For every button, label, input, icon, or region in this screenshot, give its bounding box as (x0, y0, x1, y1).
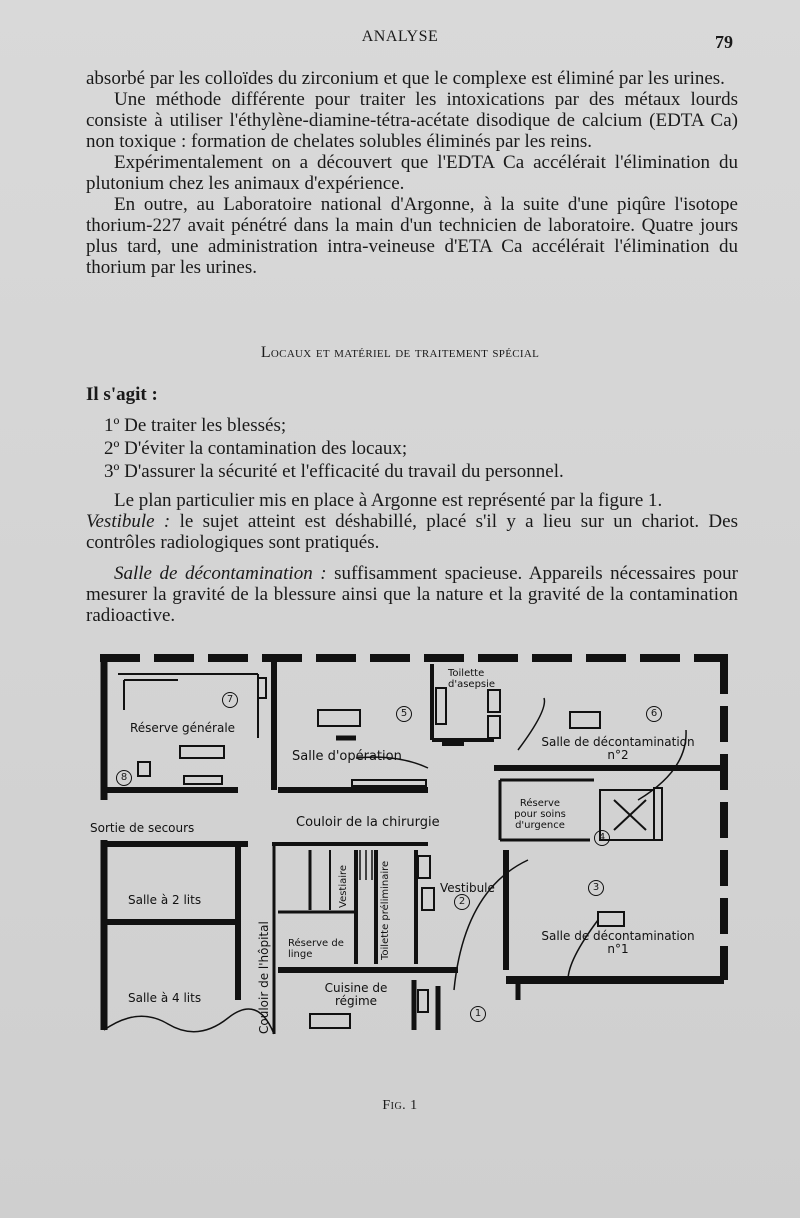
definition: suffisamment spacieuse. Appareils nécessaires pour mesurer la gravité de la blessure ainsi que la nature et la gravité de la contamination radioactive. (86, 563, 738, 626)
label-toilette-preliminaire: Toilette préliminaire (380, 860, 391, 960)
marker-1: 1 (470, 1006, 486, 1022)
label-salle-operation: Salle d'opération (292, 749, 402, 764)
label-couloir-chirurgie: Couloir de la chirurgie (296, 815, 440, 830)
label-vestiaire: Vestiaire (338, 864, 349, 908)
label-salle-decontamination-2: Salle de décontamination n°2 (541, 735, 695, 762)
paragraph: Expérimentalement on a découvert que l'EDTA Ca accélérait l'élimination du plutonium chez les animaux d'expérience. (86, 152, 738, 194)
body-text-top (86, 68, 738, 278)
paragraph: Une méthode différente pour traiter les intoxications par des métaux lourds consiste à utiliser l'éthylène-diamine-tétra-acétate disodique de calcium (EDTA Ca) non toxique : formation de chelates solubles éliminés par les reins. (86, 89, 738, 152)
label-salle-2-lits: Salle à 2 lits (128, 893, 202, 907)
label-couloir-hopital: Couloir de l'hôpital (257, 921, 271, 1034)
marker-2: 2 (454, 894, 470, 910)
paragraph: absorbé par les colloïdes du zirconium et que le complexe est éliminé par les urines. (86, 68, 725, 89)
marker-6: 6 (646, 706, 662, 722)
term: Vestibule : (86, 511, 171, 532)
label-sortie-secours: Sortie de secours (90, 821, 195, 835)
intro: Il s'agit : (86, 384, 158, 405)
page-number: 79 (715, 32, 733, 52)
label-cuisine-regime: Cuisine de régime (324, 981, 388, 1008)
list-item: 2º D'éviter la contamination des locaux; (104, 438, 408, 459)
label-toilette-asepsie: Toilette d'asepsie (448, 668, 496, 690)
term: Salle de décontamination : (114, 563, 327, 584)
marker-3: 3 (588, 880, 604, 896)
numbered-list (104, 414, 564, 483)
paragraph: En outre, au Laboratoire national d'Argonne, à la suite d'une piqûre l'isotope thorium-227 avait pénétré dans la main d'un technicien de laboratoire. Quatre jours plus tard, une administration intra-veineuse d'ETA Ca accélérait l'élimination du thorium par les urines. (86, 194, 738, 278)
marker-7: 7 (222, 692, 238, 708)
label-salle-4-lits: Salle à 4 lits (128, 991, 202, 1005)
figure-caption: Fig. 1 (382, 1098, 418, 1113)
list-item: 3º D'assurer la sécurité et l'efficacité du travail du personnel. (104, 461, 564, 482)
running-title: ANALYSE (361, 28, 439, 45)
label-reserve-generale: Réserve générale (130, 721, 236, 735)
marker-4: 4 (594, 830, 610, 846)
list-item: 1º De traiter les blessés; (104, 415, 287, 436)
paragraph-salle (86, 563, 738, 626)
marker-8: 8 (116, 770, 132, 786)
body-text-middle (86, 490, 738, 626)
definition: le sujet atteint est déshabillé, placé s'il y a lieu sur un chariot. Des contrôles radiologiques sont pratiqués. (86, 511, 738, 553)
section-heading: Locaux et matériel de traitement spécial (260, 344, 540, 361)
paragraph-vestibule (86, 511, 738, 553)
paragraph: Le plan particulier mis en place à Argonne est représenté par la figure 1. (114, 490, 663, 511)
label-reserve-soins-urgence: Réserve pour soins d'urgence (514, 798, 566, 831)
label-vestibule: Vestibule (440, 881, 495, 895)
floor-plan-figure (90, 650, 748, 1040)
marker-5: 5 (396, 706, 412, 722)
label-salle-decontamination-1: Salle de décontamination n°1 (541, 929, 695, 956)
label-reserve-linge: Réserve de linge (288, 938, 344, 960)
intro-text (86, 384, 738, 405)
